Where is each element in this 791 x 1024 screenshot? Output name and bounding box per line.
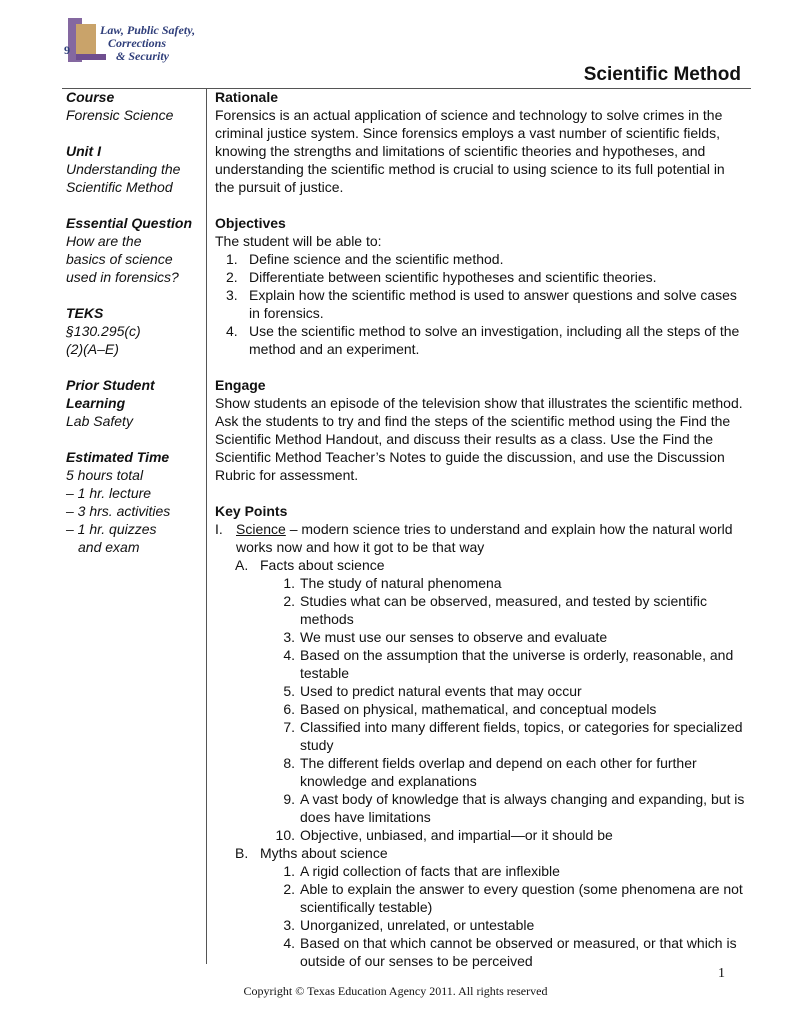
list-item: 9. A vast body of knowledge that is always changing and expanding, but is does have limitations [283,791,745,825]
list-item: 3. Unorganized, unrelated, or untestable [283,917,535,933]
list-item: 2. Studies what can be observed, measured, and tested by scientific methods [283,593,708,627]
list-item: 4. Based on that which cannot be observed or measured, or that which is outside of our senses to be perceived [283,935,737,969]
key-point-subsection [215,844,745,862]
program-logo [62,14,202,74]
sidebar-block [66,376,202,430]
sidebar-text: – 3 hrs. activities [66,503,171,519]
sidebar-block [66,88,202,124]
key-point-subsection [215,556,745,574]
objective-item: 3. Explain how the scientific method is used to answer questions and solve cases in forensics. [226,287,737,321]
key-points-section [215,502,745,970]
list-item-text: We must use our senses to observe and evaluate [300,629,608,645]
subsection-title: Myths about science [260,845,388,861]
copyright-footer: Copyright © Texas Education Agency 2011. All rights reserved [243,984,548,998]
sidebar-heading: Course [66,89,115,105]
objective-text: Explain how the scientific method is used to answer questions and solve cases in forensics. [249,287,737,321]
list-item-text: Studies what can be observed, measured, and tested by scientific methods [300,593,708,627]
sidebar-text: – 1 hr. lecture [66,485,152,501]
sidebar-text: Understanding the [66,161,181,177]
logo-text-line: Corrections [108,36,167,50]
sidebar-heading: Prior Student Learning [66,377,155,411]
list-item-text: Able to explain the answer to every question (some phenomena are not scientifically testable) [300,881,743,915]
sidebar-text: and exam [78,539,140,555]
logo-text-line: & Security [116,49,169,63]
list-item-text: The different fields overlap and depend on each other for further knowledge and explanations [300,755,697,789]
sidebar-heading: TEKS [66,305,104,321]
sidebar-text: basics of science [66,251,173,267]
subsection-list [215,574,745,844]
sidebar-heading: Estimated Time [66,449,170,465]
list-item: 4. Based on the assumption that the universe is orderly, reasonable, and testable [283,647,734,681]
key-point-science [215,520,745,556]
objective-text: Define science and the scientific method. [249,251,504,267]
list-item-text: The study of natural phenomena [300,575,502,591]
sidebar-heading: Essential Question [66,215,193,231]
column-divider [206,88,207,964]
sidebar-text: How are the [66,233,142,249]
list-item: 8. The different fields overlap and depend on each other for further knowledge and explanations [283,755,697,789]
list-item: 6. Based on physical, mathematical, and conceptual models [283,701,657,717]
sidebar-heading: Unit I [66,143,101,159]
engage-section [215,376,745,484]
sidebar-text: – 1 hr. quizzes [66,521,157,537]
list-item-text: A vast body of knowledge that is always changing and expanding, but is does have limitations [300,791,745,825]
list-item-text: Based on the assumption that the universe is orderly, reasonable, and testable [300,647,734,681]
sidebar-text: 5 hours total [66,467,144,483]
sidebar-block [66,142,202,196]
logo-text-line: Law, Public Safety, [100,23,196,37]
sidebar-block [66,304,202,358]
objectives-list [215,250,745,358]
objective-text: Use the scientific method to solve an investigation, including all the steps of the method and an experiment. [249,323,740,357]
sidebar-text: Forensic Science [66,107,174,123]
key-points-heading: Key Points [215,503,288,519]
engage-text: Show students an episode of the television show that illustrates the scientific method. Ask the students to try and find the steps of the scientific method using the Find the Scientific Method Handout, and discuss their results as a class. Use the Find the Scientific Method Teacher’s Notes to guide the discussion, and use the Discussion Rubric for assessment. [215,395,743,483]
list-item: 5. Used to predict natural events that may occur [283,683,582,699]
key-point-term: Science [236,521,286,537]
objective-text: Differentiate between scientific hypotheses and scientific theories. [249,269,657,285]
sidebar-text: Scientific Method [66,179,173,195]
list-item-text: Classified into many different fields, topics, or categories for specialized study [300,719,743,753]
list-item-text: Used to predict natural events that may occur [300,683,582,699]
key-point-definition: – modern science tries to understand and explain how the natural world works now and how it got to be that way [236,521,733,555]
page-title: Scientific Method [583,64,741,85]
lesson-sidebar [66,88,202,574]
rationale-section [215,88,745,196]
list-item: 1. A rigid collection of facts that are inflexible [283,863,560,879]
engage-heading: Engage [215,377,266,393]
sidebar-text: used in forensics? [66,269,179,285]
objectives-intro: The student will be able to: [215,233,382,249]
key-point-numeral: I. [215,521,223,537]
sidebar-text: §130.295(c) [66,323,141,339]
list-item-text: A rigid collection of facts that are inflexible [300,863,560,879]
list-item-text: Based on physical, mathematical, and conceptual models [300,701,657,717]
objective-item: 4. Use the scientific method to solve an investigation, including all the steps of the method and an experiment. [226,323,740,357]
lesson-main [215,88,745,988]
objective-item: 2. Differentiate between scientific hypotheses and scientific theories. [226,269,657,285]
sidebar-text: Lab Safety [66,413,133,429]
objective-item: 1. Define science and the scientific method. [226,251,504,267]
list-item: 1. The study of natural phenomena [283,575,502,591]
subsection-list [215,862,745,970]
page-number: 1 [718,966,725,981]
objectives-heading: Objectives [215,215,286,231]
list-item: 3. We must use our senses to observe and evaluate [283,629,608,645]
subsection-title: Facts about science [260,557,385,573]
list-item: 2. Able to explain the answer to every question (some phenomena are not scientifically testable) [283,881,743,915]
rationale-heading: Rationale [215,89,279,105]
rationale-text: Forensics is an actual application of science and technology to solve crimes in the criminal justice system. Since forensics employs a vast number of scientific fields, knowing the strengths and limitations of scientific theories and hypotheses, and understanding the scientific method is crucial to using science to its full potential in the pursuit of justice. [215,107,725,195]
sidebar-text: (2)(A–E) [66,341,119,357]
svg-text:9: 9 [64,43,70,57]
subsection-letter: A. [235,557,249,573]
list-item-text: Based on that which cannot be observed or measured, or that which is outside of our senses to be perceived [300,935,737,969]
list-item: 7. Classified into many different fields, topics, or categories for specialized study [283,719,743,753]
key-point-groups [215,556,745,970]
sidebar-block [66,448,202,556]
list-item: 10. Objective, unbiased, and impartial—or it should be [275,827,613,843]
objectives-section [215,214,745,358]
subsection-letter: B. [235,845,249,861]
list-item-text: Objective, unbiased, and impartial—or it should be [300,827,613,843]
sidebar-block [66,214,202,286]
list-item-text: Unorganized, unrelated, or untestable [300,917,535,933]
program-logo-graphic [62,14,202,74]
